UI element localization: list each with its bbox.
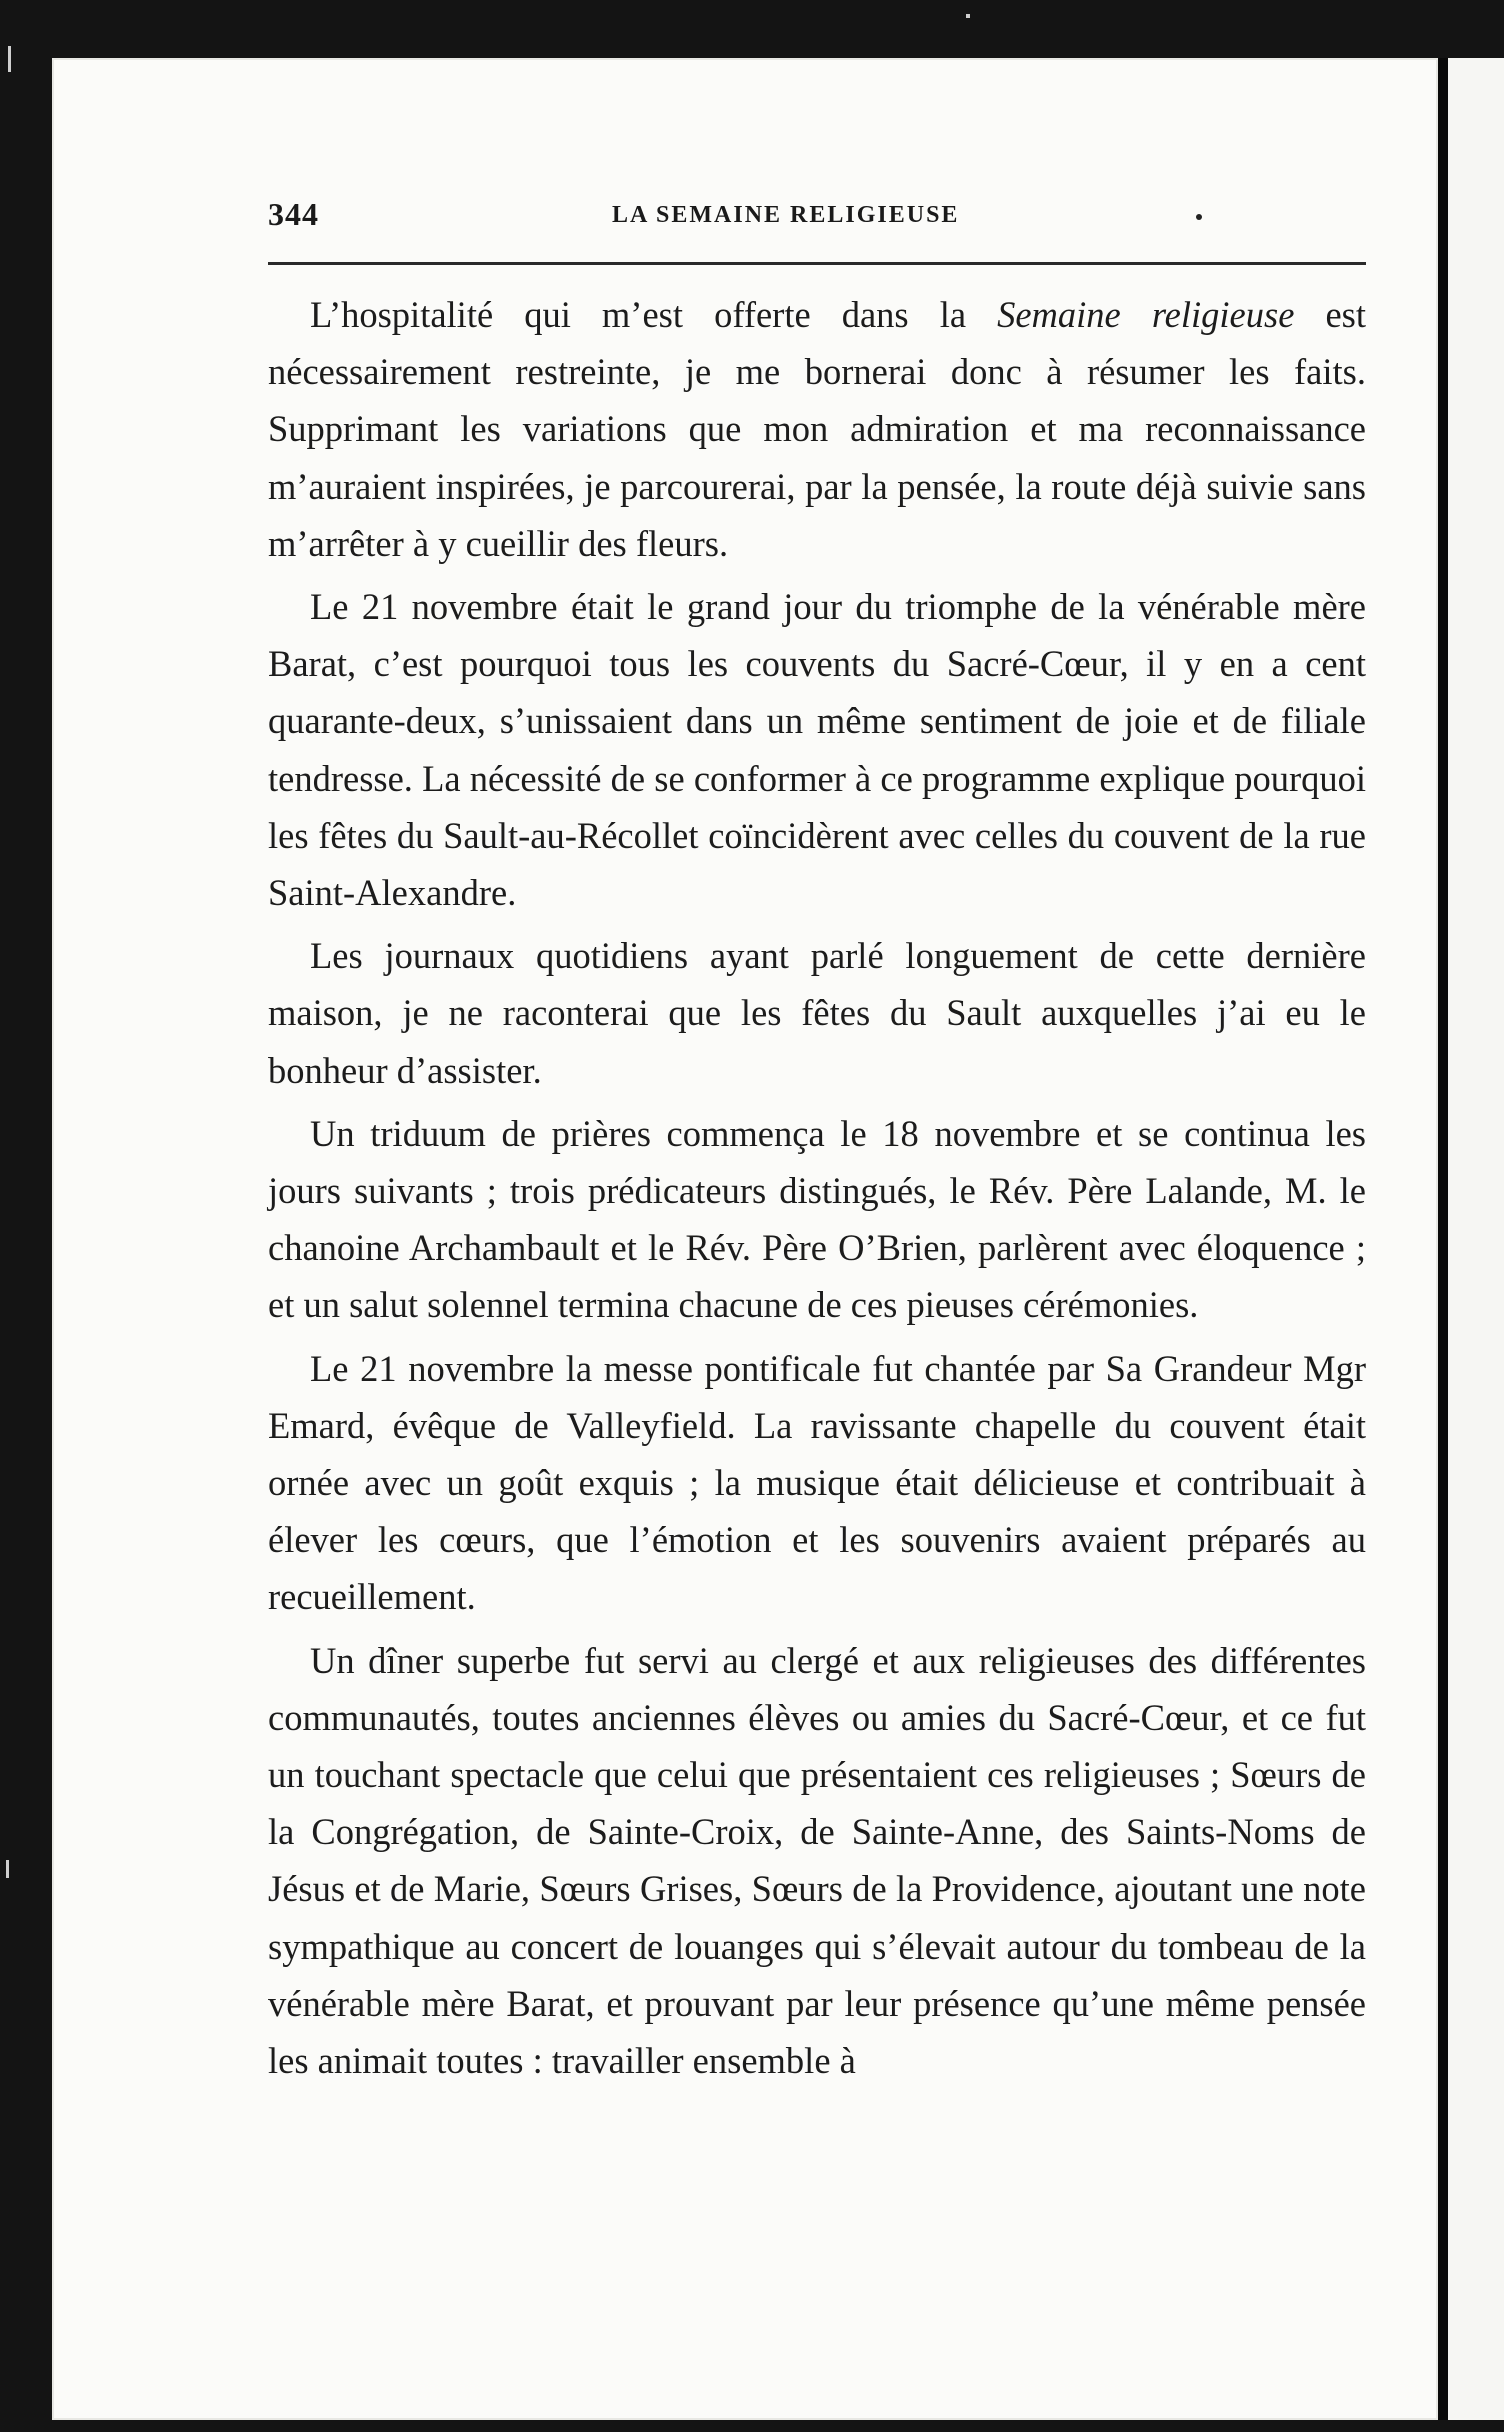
- paragraph-1: L’hospitalité qui m’est offerte dans la Semaine religieuse est nécessairement restreinte, je me bornerai donc à résumer les faits. Supprimant les variations que mon admiration et ma reconnaissance m’auraient inspirées, je parcourerai, par la pensée, la route déjà suivie sans m’arrêter à y cueillir des fleurs.: [268, 294, 1367, 564]
- body-text: [268, 286, 1366, 2089]
- running-head: LA SEMAINE RELIGIEUSE: [612, 202, 960, 228]
- header-rule: [268, 262, 1366, 265]
- scan-speck: [6, 1860, 9, 1878]
- page-gutter: [1438, 58, 1448, 2420]
- page-number: 344: [268, 196, 319, 232]
- paragraph-3: Les journaux quotidiens ayant parlé longuement de cette dernière maison, je ne raconterai que les fêtes du Sault auxquelles j’ai eu le bonheur d’assister.: [268, 935, 1366, 1091]
- journal-title: Semaine religieuse: [997, 294, 1295, 335]
- scan-speck: [8, 46, 11, 72]
- paragraph-2: Le 21 novembre était le grand jour du triomphe de la vénérable mère Barat, c’est pourquoi tous les couvents du Sacré-Cœur, il y en a cent quarante-deux, s’unissaient dans un même sentiment de joie et de filiale tendresse. La nécessité de se conformer à ce programme explique pourquoi les fêtes du Sault-au-Récollet coïncidèrent avec celles du couvent de la rue Saint-Alexandre.: [268, 586, 1366, 914]
- paragraph-5: Le 21 novembre la messe pontificale fut chantée par Sa Grandeur Mgr Emard, évêque de Valleyfield. La ravissante chapelle du couvent était ornée avec un goût exquis ; la musique était délicieuse et contribuait à élever les cœurs, que l’émotion et les souvenirs avaient préparés au recueillement.: [268, 1347, 1366, 1618]
- facing-page-edge: [1448, 58, 1504, 2420]
- page-header: [268, 196, 1368, 246]
- paragraph-4: Un triduum de prières commença le 18 novembre et se continua les jours suivants ; trois prédicateurs distingués, le Rév. Père Lalande, M. le chanoine Archambault et le Rév. Père O’Brien, parlèrent avec éloquence ; et un salut solennel termina chacune de ces pieuses cérémonies.: [268, 1112, 1366, 1326]
- paragraph-6: Un dîner superbe fut servi au clergé et aux religieuses des différentes communautés, toutes anciennes élèves ou amies du Sacré-Cœur, et ce fut un touchant spectacle que celui que présentaient ces religieuses ; Sœurs de la Congrégation, de Sainte-Croix, de Sainte-Anne, des Saints-Noms de Jésus et de Marie, Sœurs Grises, Sœurs de la Providence, ajoutant une note sympathique au concert de louanges qui s’élevait autour du tombeau de la vénérable mère Barat, et prouvant par leur présence qu’une même pensée les animait toutes : travailler ensemble à: [268, 1639, 1366, 2082]
- header-dot: [1196, 214, 1202, 220]
- scan-speck: [966, 14, 970, 18]
